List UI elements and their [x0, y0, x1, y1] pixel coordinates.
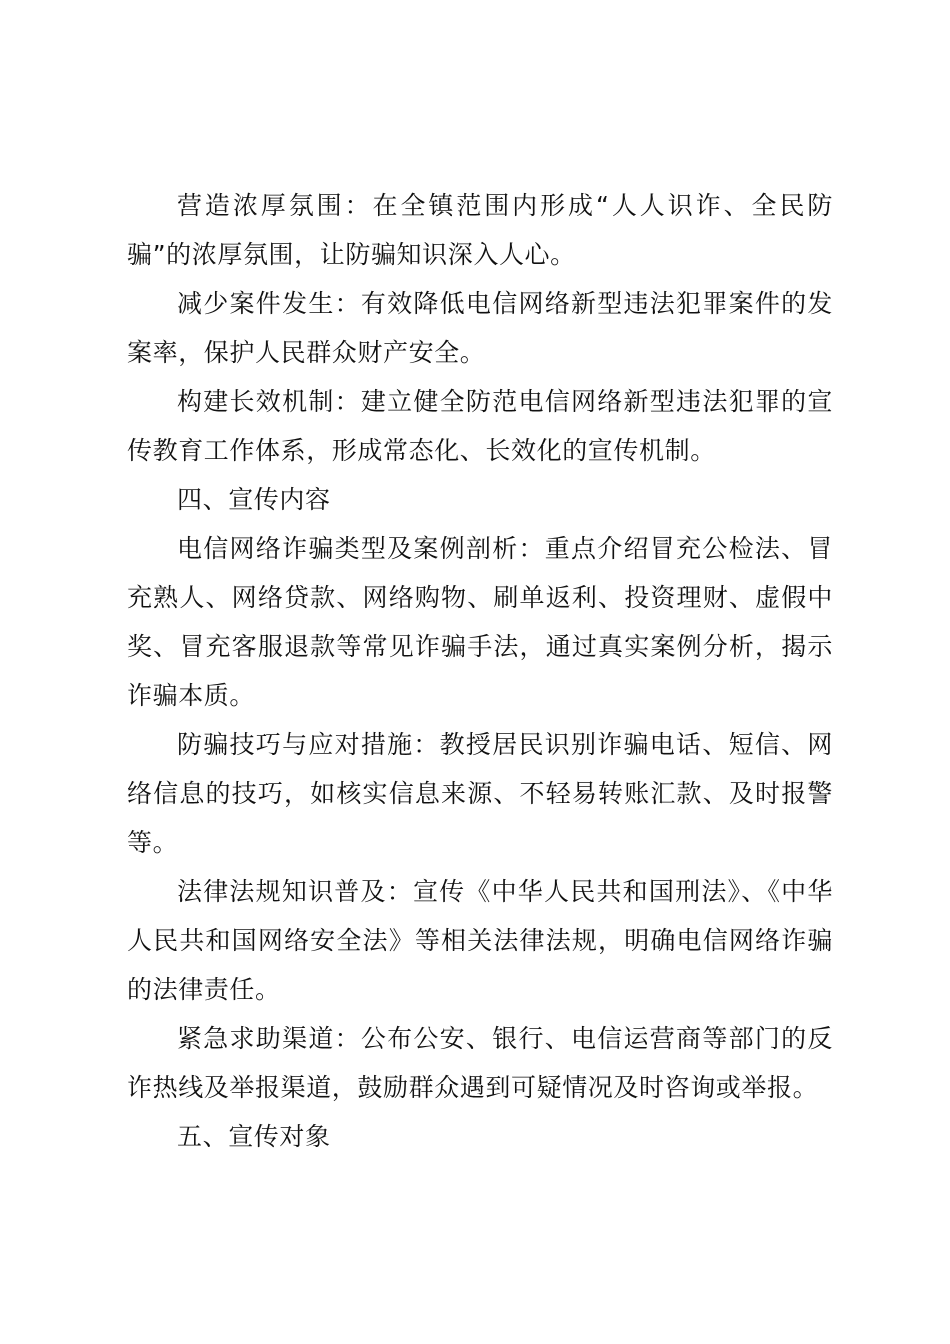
- paragraph-prevention-tips: 防骗技巧与应对措施：教授居民识别诈骗电话、短信、网络信息的技巧，如核实信息来源、不轻易转账汇款、及时报警等。: [127, 730, 833, 857]
- paragraph-help-channels: 紧急求助渠道：公布公安、银行、电信运营商等部门的反诈热线及举报渠道，鼓励群众遇到可疑情况及时咨询或举报。: [127, 1024, 833, 1102]
- paragraph-laws: 法律法规知识普及：宣传《中华人民共和国刑法》、《中华人民共和国网络安全法》等相关法律法规，明确电信网络诈骗的法律责任。: [127, 877, 833, 1004]
- paragraph-long-term-mechanism: 构建长效机制：建立健全防范电信网络新型违法犯罪的宣传教育工作体系，形成常态化、长效化的宣传机制。: [127, 387, 833, 465]
- paragraph-fraud-types: 电信网络诈骗类型及案例剖析：重点介绍冒充公检法、冒充熟人、网络贷款、网络购物、刷单返利、投资理财、虚假中奖、冒充客服退款等常见诈骗手法，通过真实案例分析，揭示诈骗本质。: [127, 534, 833, 710]
- section-heading-audience: 五、宣传对象: [177, 1122, 331, 1151]
- paragraph-reduce-cases: 减少案件发生：有效降低电信网络新型违法犯罪案件的发案率，保护人民群众财产安全。: [127, 289, 833, 367]
- document-body: [127, 181, 833, 1161]
- paragraph-atmosphere: 营造浓厚氛围：在全镇范围内形成“人人识诈、全民防骗”的浓厚氛围，让防骗知识深入人心。: [127, 191, 833, 269]
- section-heading-content: 四、宣传内容: [177, 485, 331, 514]
